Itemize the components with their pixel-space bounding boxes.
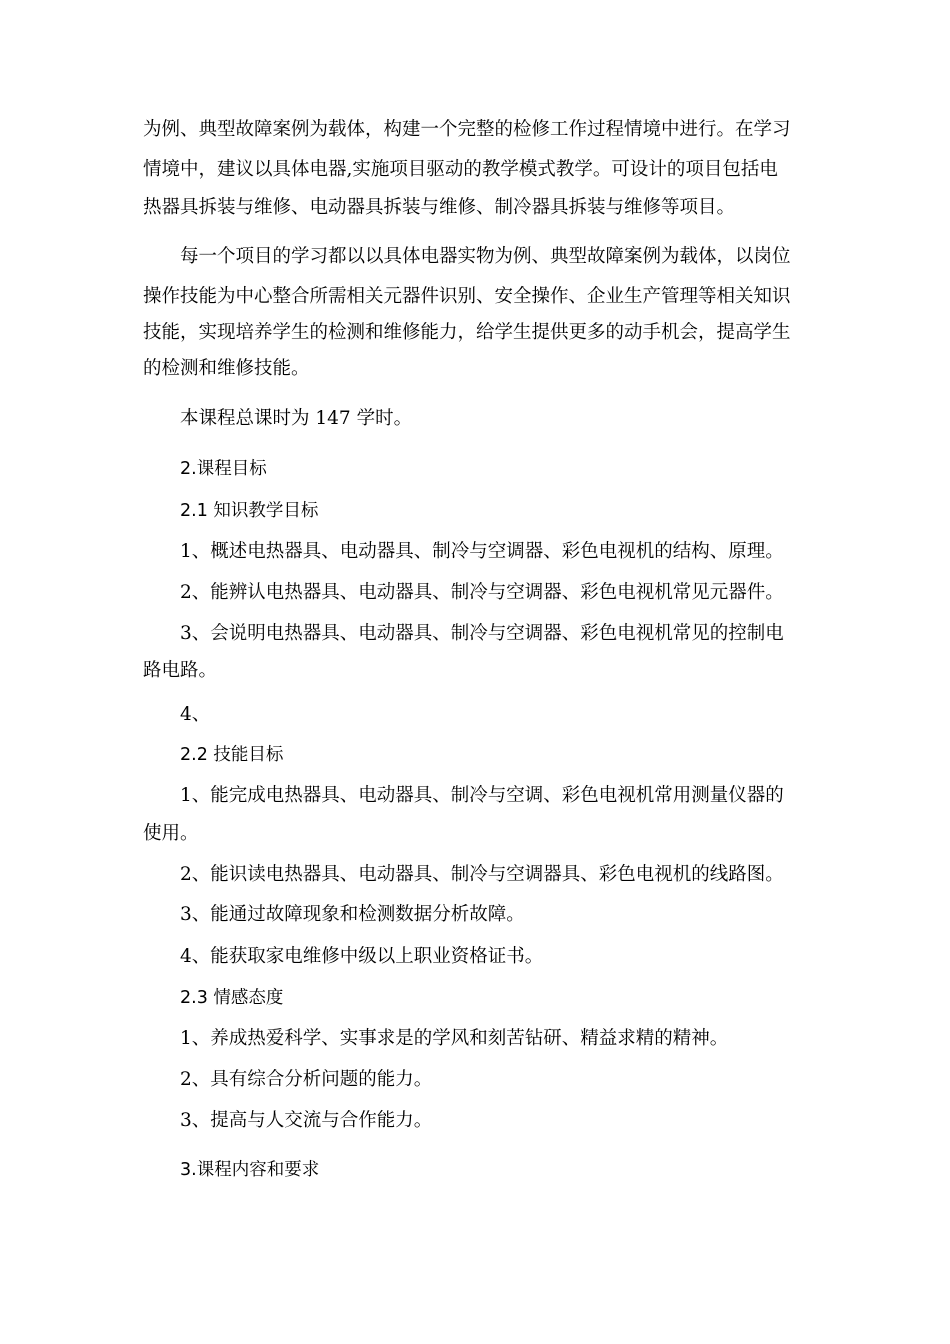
body-text-line: 热器具拆装与维修、电动器具拆装与维修、制冷器具拆装与维修等项目。 — [143, 197, 736, 218]
list-item: 1、养成热爱科学、实事求是的学风和刻苦钻研、精益求精的精神。 — [180, 1028, 729, 1049]
list-item: 3、提高与人交流与合作能力。 — [180, 1110, 433, 1131]
list-item-continuation: 路电路。 — [143, 660, 218, 681]
list-item: 1、能完成电热器具、电动器具、制冷与空调、彩色电视机常用测量仪器的 — [180, 785, 784, 806]
list-item: 1、概述电热器具、电动器具、制冷与空调器、彩色电视机的结构、原理。 — [180, 541, 784, 562]
list-item: 4、 — [180, 704, 211, 725]
total-hours-text: 本课程总课时为 147 学时。 — [180, 408, 413, 429]
list-item: 2、能识读电热器具、电动器具、制冷与空调器具、彩色电视机的线路图。 — [180, 864, 784, 885]
list-item: 3、会说明电热器具、电动器具、制冷与空调器、彩色电视机常见的控制电 — [180, 623, 784, 644]
subsection-heading: 2.1 知识教学目标 — [180, 501, 319, 521]
list-item: 2、具有综合分析问题的能力。 — [180, 1069, 433, 1090]
body-text-line: 的检测和维修技能。 — [143, 358, 310, 379]
subsection-heading: 2.3 情感态度 — [180, 988, 284, 1008]
body-text-line: 情境中，建议以具体电器,实施项目驱动的教学模式教学。可设计的项目包括电 — [143, 159, 778, 180]
section-heading: 3.课程内容和要求 — [180, 1160, 320, 1180]
subsection-heading: 2.2 技能目标 — [180, 745, 284, 765]
list-item: 4、能获取家电维修中级以上职业资格证书。 — [180, 946, 544, 967]
list-item-continuation: 使用。 — [143, 823, 199, 844]
body-text-line: 操作技能为中心整合所需相关元器件识别、安全操作、企业生产管理等相关知识 — [143, 286, 791, 307]
section-heading: 2.课程目标 — [180, 459, 267, 479]
body-text-line: 为例、典型故障案例为载体，构建一个完整的检修工作过程情境中进行。在学习 — [143, 119, 791, 140]
list-item: 3、能通过故障现象和检测数据分析故障。 — [180, 904, 525, 925]
body-text-line: 技能，实现培养学生的检测和维修能力，给学生提供更多的动手机会，提高学生 — [143, 322, 791, 343]
body-text-line: 每一个项目的学习都以以具体电器实物为例、典型故障案例为载体，以岗位 — [180, 246, 791, 267]
list-item: 2、能辨认电热器具、电动器具、制冷与空调器、彩色电视机常见元器件。 — [180, 582, 784, 603]
